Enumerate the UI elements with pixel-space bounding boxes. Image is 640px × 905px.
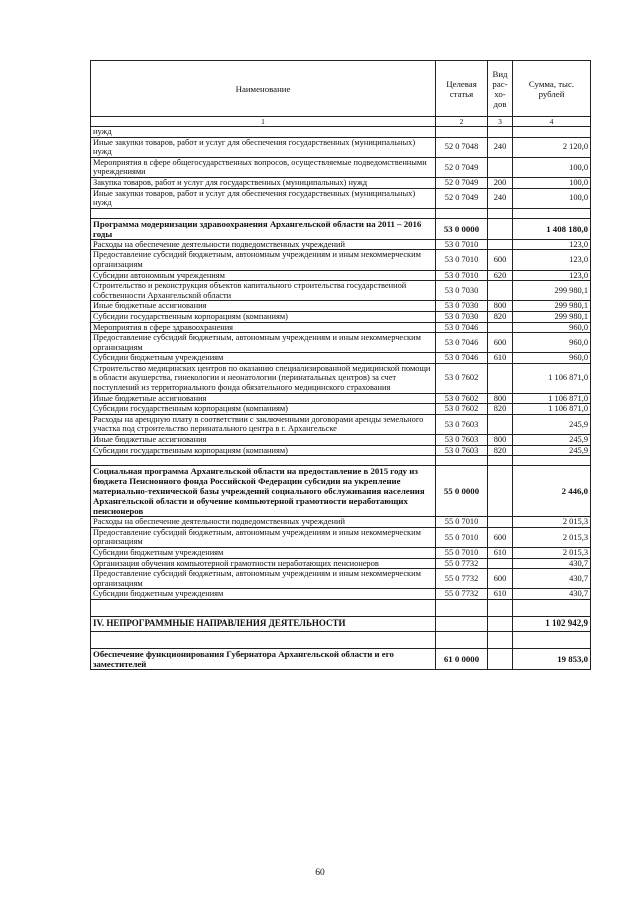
table-body [91,127,591,670]
column-number-row [91,117,591,127]
cell-name: Субсидии автономным учреждениям [91,270,436,281]
cell-name: Программа модернизации здравоохранения Архангельской области на 2011 – 2016 годы [91,218,436,239]
cell-name: Иные бюджетные ассигнования [91,393,436,404]
cell-name: нужд [91,127,436,138]
program-row [91,218,591,239]
cell-type [488,616,513,631]
cell-sum [513,631,591,648]
table-row [91,188,591,208]
cell-code: 55 0 0000 [436,466,488,517]
program-row [91,648,591,669]
document-page [90,60,590,670]
cell-type [488,281,513,301]
cell-type: 200 [488,177,513,188]
table-row [91,548,591,559]
cell-sum: 2 015,3 [513,548,591,559]
cell-name: IV. НЕПРОГРАММНЫЕ НАПРАВЛЕНИЯ ДЕЯТЕЛЬНОСТИ [91,616,436,631]
budget-table [90,60,591,670]
cell-sum: 123,0 [513,250,591,270]
cell-type [488,218,513,239]
cell-name: Субсидии бюджетным учреждениям [91,548,436,559]
table-header-row [91,61,591,117]
section-row [91,616,591,631]
cell-sum: 2 015,3 [513,517,591,528]
cell-type: 600 [488,333,513,353]
header-code: Целевая статья [436,61,488,117]
cell-sum: 100,0 [513,188,591,208]
cell-code: 55 0 7010 [436,517,488,528]
cell-name: Расходы на обеспечение деятельности подведомственных учреждений [91,517,436,528]
cell-code: 52 0 7049 [436,188,488,208]
table-row [91,435,591,446]
table-row [91,517,591,528]
cell-sum [513,599,591,616]
cell-type: 610 [488,548,513,559]
cell-type [488,631,513,648]
cell-type [488,599,513,616]
spacer-row [91,599,591,616]
cell-name: Субсидии государственным корпорациям (компаниям) [91,404,436,415]
cell-sum: 960,0 [513,353,591,364]
cell-sum: 960,0 [513,333,591,353]
table-row [91,353,591,364]
program-row [91,466,591,517]
cell-type [488,363,513,393]
table-row [91,281,591,301]
cell-name: Организация обучения компьютерной грамотности неработающих пенсионеров [91,558,436,569]
cell-name: Иные закупки товаров, работ и услуг для обеспечения государственных (муниципальных) нужд [91,188,436,208]
table-row [91,363,591,393]
table-row [91,589,591,600]
cell-sum: 430,7 [513,558,591,569]
cell-name: Иные закупки товаров, работ и услуг для обеспечения государственных (муниципальных) нужд [91,137,436,157]
cell-code [436,127,488,138]
header-type: Вид рас-хо-дов [488,61,513,117]
table-row [91,322,591,333]
spacer-row [91,208,591,218]
header-name: Наименование [91,61,436,117]
cell-type: 240 [488,137,513,157]
cell-type: 610 [488,589,513,600]
cell-sum: 245,9 [513,445,591,456]
cell-type: 620 [488,270,513,281]
cell-type: 600 [488,250,513,270]
cell-type: 800 [488,301,513,312]
cell-sum [513,208,591,218]
cell-name: Субсидии государственным корпорациям (компаниям) [91,311,436,322]
cell-sum: 19 853,0 [513,648,591,669]
cell-type [488,414,513,434]
cell-type [488,517,513,528]
cell-type: 240 [488,188,513,208]
cell-type: 820 [488,445,513,456]
cell-type [488,239,513,250]
cell-code: 55 0 7010 [436,527,488,547]
table-row [91,404,591,415]
cell-code: 53 0 7603 [436,435,488,446]
cell-sum: 245,9 [513,435,591,446]
cell-type: 600 [488,527,513,547]
table-row [91,157,591,177]
table-row [91,333,591,353]
cell-sum [513,127,591,138]
cell-name: Предоставление субсидий бюджетным, автономным учреждениям и иным некоммерческим организациям [91,250,436,270]
cell-name [91,631,436,648]
cell-name [91,599,436,616]
cell-name: Предоставление субсидий бюджетным, автономным учреждениям и иным некоммерческим организациям [91,569,436,589]
cell-sum: 2 446,0 [513,466,591,517]
cell-sum: 2 015,3 [513,527,591,547]
cell-type [488,322,513,333]
cell-name: Обеспечение функционирования Губернатора Архангельской области и его заместителей [91,648,436,669]
cell-sum: 100,0 [513,177,591,188]
column-number: 3 [488,117,513,127]
cell-type [488,157,513,177]
cell-sum: 1 106 871,0 [513,404,591,415]
cell-code: 61 0 0000 [436,648,488,669]
cell-code: 53 0 0000 [436,218,488,239]
column-number: 2 [436,117,488,127]
cell-code [436,456,488,466]
cell-code [436,616,488,631]
cell-code: 55 0 7010 [436,548,488,559]
cell-code: 53 0 7603 [436,414,488,434]
cell-sum: 960,0 [513,322,591,333]
cell-code: 53 0 7602 [436,404,488,415]
header-sum: Сумма, тыс. рублей [513,61,591,117]
cell-sum: 245,9 [513,414,591,434]
cell-code: 55 0 7732 [436,589,488,600]
table-row [91,414,591,434]
cell-name: Закупка товаров, работ и услуг для государственных (муниципальных) нужд [91,177,436,188]
cell-name [91,456,436,466]
cell-type [488,558,513,569]
cell-sum: 1 408 180,0 [513,218,591,239]
cell-type: 600 [488,569,513,589]
cell-type [488,466,513,517]
cell-name: Субсидии бюджетным учреждениям [91,353,436,364]
cell-code [436,208,488,218]
cell-code: 55 0 7732 [436,569,488,589]
spacer-row [91,631,591,648]
cell-code: 55 0 7732 [436,558,488,569]
cell-code: 53 0 7030 [436,311,488,322]
spacer-row [91,456,591,466]
cell-type [488,648,513,669]
table-row [91,177,591,188]
cell-sum: 123,0 [513,270,591,281]
cell-sum: 1 106 871,0 [513,363,591,393]
cell-code: 53 0 7046 [436,353,488,364]
cell-type [488,127,513,138]
cell-name: Расходы на обеспечение деятельности подведомственных учреждений [91,239,436,250]
table-row [91,270,591,281]
table-row [91,558,591,569]
cell-sum: 1 106 871,0 [513,393,591,404]
cell-type: 820 [488,311,513,322]
cell-code: 53 0 7010 [436,239,488,250]
cell-name: Иные бюджетные ассигнования [91,301,436,312]
cell-name: Субсидии бюджетным учреждениям [91,589,436,600]
cell-code: 52 0 7049 [436,157,488,177]
page-number: 60 [315,868,325,878]
cell-sum: 430,7 [513,589,591,600]
column-number: 4 [513,117,591,127]
cell-code: 53 0 7602 [436,393,488,404]
cell-sum: 2 120,0 [513,137,591,157]
table-row [91,445,591,456]
cell-code: 53 0 7602 [436,363,488,393]
cell-type: 800 [488,435,513,446]
cell-code: 53 0 7010 [436,270,488,281]
table-row [91,569,591,589]
cell-name: Предоставление субсидий бюджетным, автономным учреждениям и иным некоммерческим организациям [91,333,436,353]
table-row [91,311,591,322]
cell-type [488,208,513,218]
cell-sum [513,456,591,466]
cell-code: 53 0 7010 [436,250,488,270]
cell-code: 53 0 7603 [436,445,488,456]
cell-name: Социальная программа Архангельской области на предоставление в 2015 году из бюджета Пенсионного фонда Российской Федерации субсидии на укрепление материально-технической базы учреждений социального обслуживания населения Архангельской области и обучение компьютерной грамотности неработающих пенсионеров [91,466,436,517]
cell-name: Строительство и реконструкция объектов капитального строительства государственной собственности Архангельской области [91,281,436,301]
cell-sum: 299 980,1 [513,281,591,301]
table-row [91,393,591,404]
cell-code: 53 0 7030 [436,281,488,301]
cell-code: 52 0 7048 [436,137,488,157]
cell-type: 820 [488,404,513,415]
cell-name: Субсидии государственным корпорациям (компаниям) [91,445,436,456]
cell-sum: 1 102 942,9 [513,616,591,631]
cell-sum: 430,7 [513,569,591,589]
table-row [91,527,591,547]
cell-type [488,456,513,466]
cell-sum: 123,0 [513,239,591,250]
cell-code: 52 0 7049 [436,177,488,188]
cell-code [436,631,488,648]
table-row [91,250,591,270]
column-number: 1 [91,117,436,127]
cell-code [436,599,488,616]
cell-sum: 299 980,1 [513,311,591,322]
cell-code: 53 0 7046 [436,333,488,353]
cell-name: Строительство медицинских центров по оказанию специализированной медицинской помощи в области акушерства, гинекологии и неонатологии (перинатальных центров) за счет поступлений из территориального фонда обязательного медицинского страхования [91,363,436,393]
cell-type: 610 [488,353,513,364]
table-row [91,137,591,157]
cell-code: 53 0 7030 [436,301,488,312]
table-row [91,239,591,250]
cell-name: Мероприятия в сфере общегосударственных вопросов, осуществляемые подведомственными учреждениями [91,157,436,177]
cell-sum: 100,0 [513,157,591,177]
cell-code: 53 0 7046 [436,322,488,333]
cell-type: 800 [488,393,513,404]
cell-name: Иные бюджетные ассигнования [91,435,436,446]
cell-sum: 299 980,1 [513,301,591,312]
cell-name: Предоставление субсидий бюджетным, автономным учреждениям и иным некоммерческим организациям [91,527,436,547]
cell-name [91,208,436,218]
table-row [91,301,591,312]
cell-name: Мероприятия в сфере здравоохранения [91,322,436,333]
table-row [91,127,591,138]
cell-name: Расходы на арендную плату в соответствии с заключенными договорами аренды земельного участка под строительство перинатального центра в г. Архангельске [91,414,436,434]
